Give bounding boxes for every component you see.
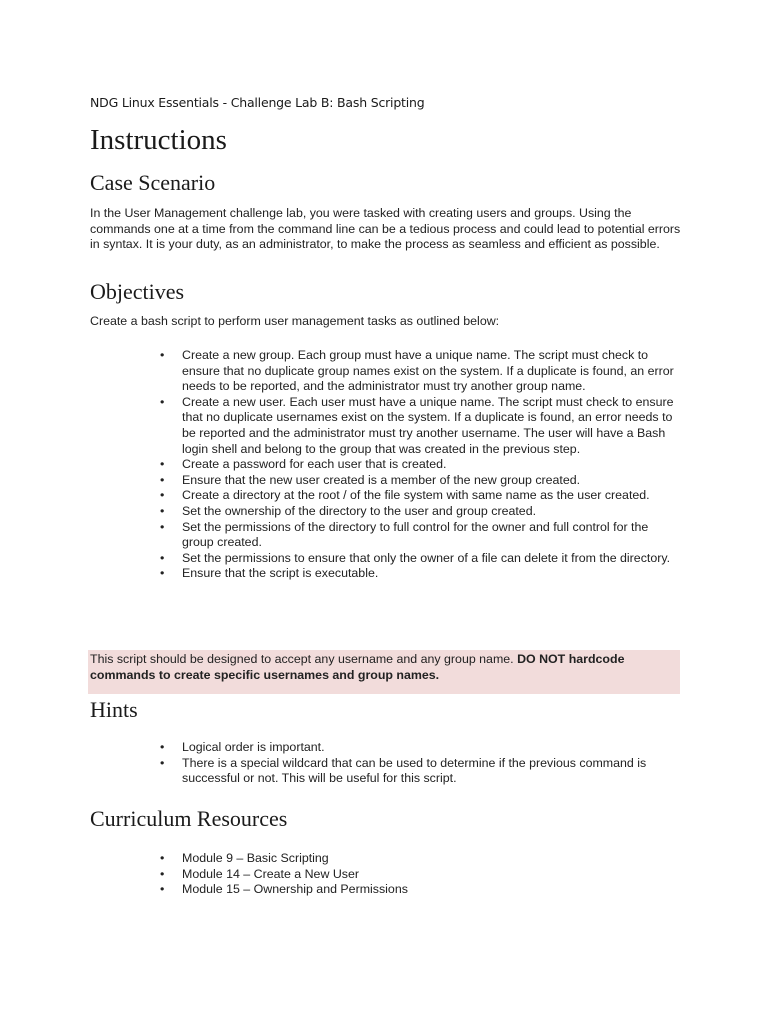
curriculum-resources-heading: Curriculum Resources: [90, 806, 288, 831]
resources-list: [90, 851, 682, 898]
bullet-icon: •: [160, 882, 165, 897]
hint-text: Logical order is important.: [182, 740, 325, 754]
bullet-icon: •: [160, 472, 165, 487]
objective-text: Set the permissions of the directory to full control for the owner and full control for the group created.: [182, 519, 649, 550]
bullet-icon: •: [160, 740, 165, 754]
bullet-icon: •: [160, 755, 165, 770]
bullet-icon: •: [160, 851, 165, 865]
hint-text: There is a special wildcard that can be used to determine if the previous command is successful or not. This will be useful for this script.: [182, 755, 647, 786]
bullet-icon: •: [160, 348, 165, 362]
objective-text: Create a password for each user that is created.: [182, 457, 447, 472]
callout-text: This script should be designed to accept any username and any group name.: [90, 652, 518, 666]
page-title: Instructions: [90, 124, 227, 156]
bullet-icon: •: [160, 866, 165, 881]
objectives-heading: Objectives: [90, 279, 185, 304]
list-item: [90, 756, 682, 787]
objective-text: Ensure that the new user created is a member of the new group created.: [182, 472, 581, 487]
objectives-intro: Create a bash script to perform user management tasks as outlined below:: [90, 314, 500, 328]
list-item: [90, 551, 682, 567]
list-item: [90, 473, 682, 489]
case-scenario-heading: Case Scenario: [90, 170, 216, 195]
objective-text: Ensure that the script is executable.: [182, 566, 379, 581]
bullet-icon: •: [160, 457, 165, 472]
bullet-icon: •: [160, 503, 165, 518]
important-callout: [88, 650, 680, 694]
list-item: [90, 882, 682, 898]
bullet-icon: •: [160, 519, 165, 534]
objective-text: Set the ownership of the directory to the user and group created.: [182, 503, 537, 518]
callout-bold-text: DO NOT hardcode commands to create specific usernames and group names.: [90, 652, 625, 682]
list-item: [90, 867, 682, 883]
list-item: [90, 740, 682, 756]
case-scenario-text: In the User Management challenge lab, you were tasked with creating users and groups. Using the commands one at a time from the command line can be a tedious process and could lead to potential errors in syntax. It is your duty, as an administrator, to make the process as seamless and efficient as possible.: [90, 206, 681, 251]
hints-heading: Hints: [90, 697, 138, 722]
resource-text: Module 9 – Basic Scripting: [182, 851, 329, 865]
list-item: [90, 520, 682, 551]
objectives-list: [90, 348, 682, 582]
list-item: [90, 395, 682, 457]
bullet-icon: •: [160, 550, 165, 565]
list-item: [90, 488, 682, 504]
bullet-icon: •: [160, 566, 165, 581]
list-item: [90, 504, 682, 520]
list-item: [90, 457, 682, 473]
resource-text: Module 15 – Ownership and Permissions: [182, 882, 408, 897]
list-item: [90, 566, 682, 582]
objective-text: Set the permissions to ensure that only the owner of a file can delete it from the directory.: [182, 550, 671, 565]
objective-text: Create a new user. Each user must have a unique name. The script must check to ensure that no duplicate usernames exist on the system. If a duplicate is found, an error needs to be reported and the administrator must try another username. The user will have a Bash login shell and belong to the group that was created in the previous step.: [182, 394, 674, 456]
objective-text: Create a new group. Each group must have a unique name. The script must check to ensure that no duplicate group names exist on the system. If a duplicate is found, an error needs to be reported, and the administrator must try another group name.: [182, 348, 674, 394]
objective-text: Create a directory at the root / of the file system with same name as the user created.: [182, 488, 650, 503]
resource-text: Module 14 – Create a New User: [182, 866, 359, 881]
list-item: [90, 851, 682, 867]
bullet-icon: •: [160, 394, 165, 409]
list-item: [90, 348, 682, 395]
bullet-icon: •: [160, 488, 165, 503]
hints-list: [90, 740, 682, 787]
document-header: NDG Linux Essentials - Challenge Lab B: Bash Scripting: [90, 95, 425, 110]
